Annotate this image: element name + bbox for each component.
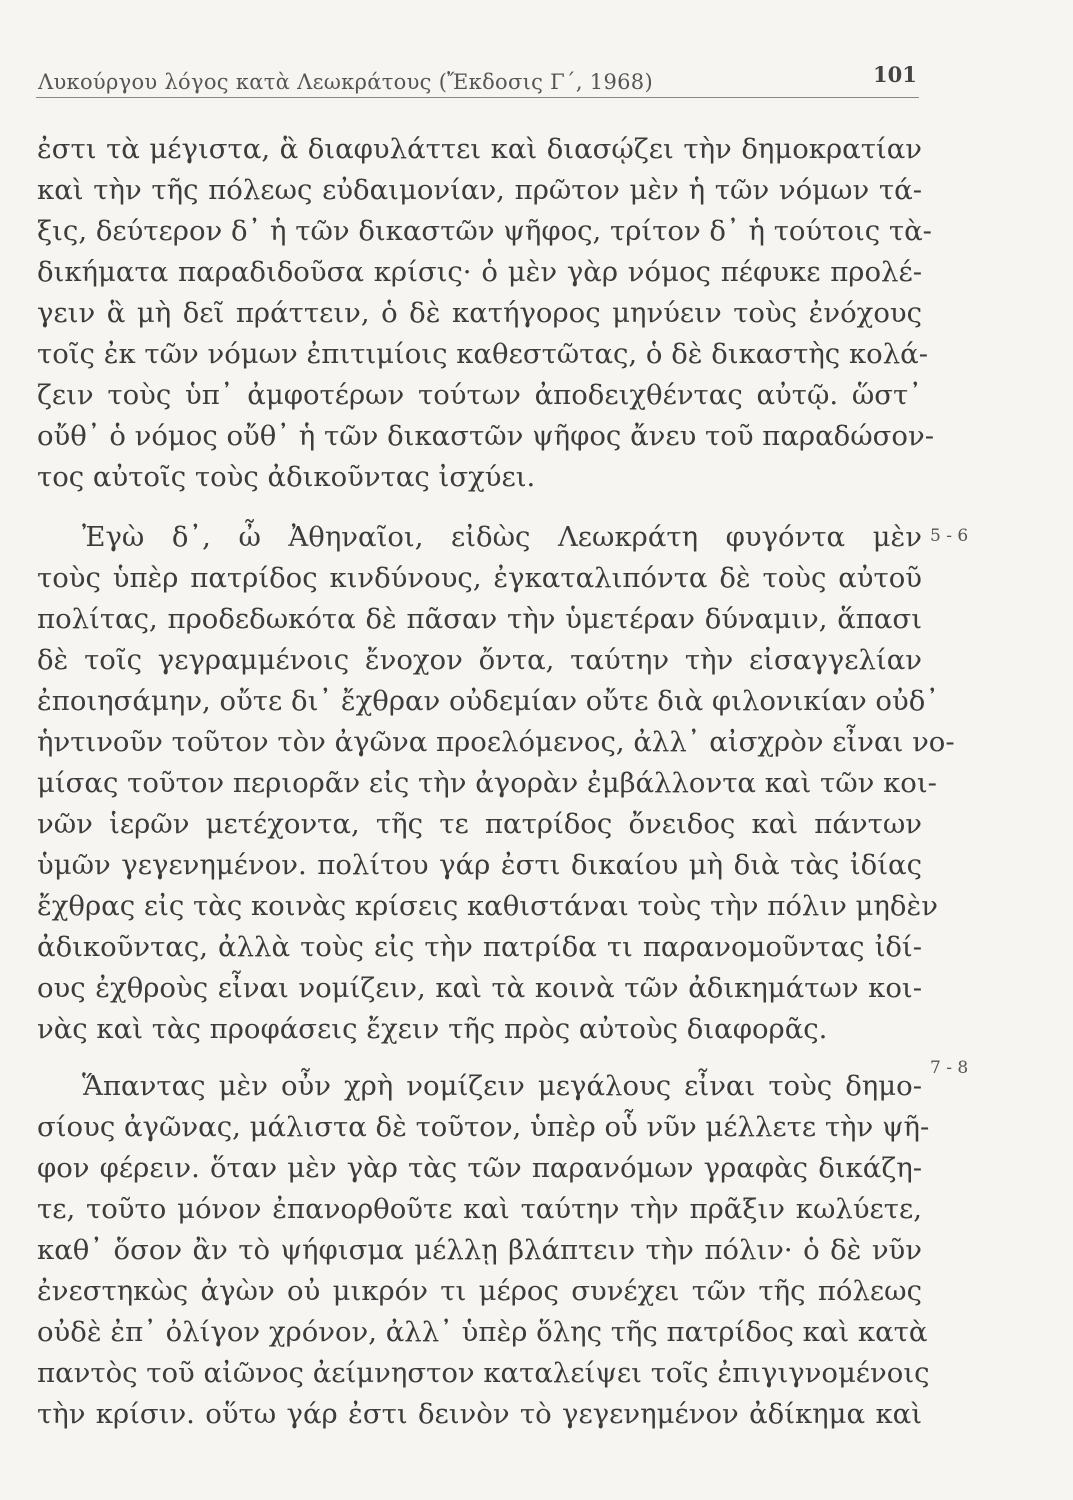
text-line: οὔθ᾽ ὁ νόμος οὔθ᾽ ἡ τῶν δικαστῶν ψῆφος ἄνευ τοῦ παραδώσον- [37, 420, 934, 452]
text-line: μίσας τοῦτον περιορᾶν εἰς τὴν ἀγορὰν ἐμβάλλοντα καὶ τῶν κοι- [37, 767, 937, 799]
text-line: τε, τοῦτο μόνον ἐπανορθοῦτε καὶ ταύτην τὴν πρᾶξιν κωλύετε, [37, 1193, 922, 1225]
text-line: ζειν τοὺς ὑπ᾽ ἀμφοτέρων τούτων ἀποδειχθέντας αὐτῷ. ὥστ᾽ [37, 379, 922, 411]
text-line: τοὺς ὑπὲρ πατρίδος κινδύνους, ἐγκαταλιπόντα δὲ τοὺς αὐτοῦ [37, 562, 922, 594]
header-rule [36, 97, 919, 98]
text-line: τοῖς ἐκ τῶν νόμων ἐπιτιμίοις καθεστῶτας, ὁ δὲ δικαστὴς κολά- [37, 338, 928, 370]
text-line: καθ᾽ ὅσον ἂν τὸ ψήφισμα μέλλῃ βλάπτειν τὴν πόλιν· ὁ δὲ νῦν [37, 1234, 922, 1266]
text-line: δὲ τοῖς γεγραμμένοις ἔνοχον ὄντα, ταύτην τὴν εἰσαγγελίαν [37, 644, 922, 676]
margin-section-number: 7 - 8 [930, 1058, 969, 1078]
text-line: οὐδὲ ἐπ᾽ ὀλίγον χρόνον, ἀλλ᾽ ὑπὲρ ὅλης τῆς πατρίδος καὶ κατὰ [37, 1316, 928, 1348]
text-line: ἐστι τὰ μέγιστα, ἃ διαφυλάττει καὶ διασῴζει τὴν δημοκρατίαν [37, 133, 922, 165]
text-line: παντὸς τοῦ αἰῶνος ἀείμνηστον καταλείψει τοῖς ἐπιγιγνομένοις [37, 1357, 930, 1389]
text-line: δικήματα παραδιδοῦσα κρίσις· ὁ μὲν γὰρ νόμος πέφυκε προλέ- [37, 256, 922, 288]
text-line: τὴν κρίσιν. οὕτω γάρ ἐστι δεινὸν τὸ γεγενημένον ἀδίκημα καὶ [37, 1398, 922, 1430]
paragraph-first-line: Ἐγὼ δ᾽, ὦ Ἀθηναῖοι, εἰδὼς Λεωκράτη φυγόντα μὲν [82, 521, 922, 553]
text-line: γειν ἃ μὴ δεῖ πράττειν, ὁ δὲ κατήγορος μηνύειν τοὺς ἐνόχους [37, 297, 922, 329]
text-line: τος αὐτοῖς τοὺς ἀδικοῦντας ἰσχύει. [37, 461, 536, 493]
paragraph-first-line: Ἅπαντας μὲν οὖν χρὴ νομίζειν μεγάλους εἶναι τοὺς δημο- [82, 1070, 922, 1102]
text-line: ἐποιησάμην, οὔτε δι᾽ ἔχθραν οὐδεμίαν οὔτε διὰ φιλονικίαν οὐδ᾽ [37, 685, 940, 717]
text-line: καὶ τὴν τῆς πόλεως εὐδαιμονίαν, πρῶτον μὲν ἡ τῶν νόμων τά- [37, 174, 922, 206]
text-line: ἐνεστηκὼς ἀγὼν οὐ μικρόν τι μέρος συνέχει τῶν τῆς πόλεως [37, 1275, 922, 1307]
text-line: ξις, δεύτερον δ᾽ ἡ τῶν δικαστῶν ψῆφος, τρίτον δ᾽ ἡ τούτοις τὰ- [37, 215, 932, 247]
text-line: ἡντινοῦν τοῦτον τὸν ἀγῶνα προελόμενος, ἀλλ᾽ αἰσχρὸν εἶναι νο- [37, 726, 955, 758]
text-line: ους ἐχθροὺς εἶναι νομίζειν, καὶ τὰ κοινὰ τῶν ἀδικημάτων κοι- [37, 972, 922, 1004]
running-title: Λυκούργου λόγος κατὰ Λεωκράτους (Ἔκδοσις Γ΄, 1968) [38, 70, 653, 94]
text-line: ἀδικοῦντας, ἀλλὰ τοὺς εἰς τὴν πατρίδα τι παρανομοῦντας ἰδί- [37, 931, 922, 963]
text-line: νὰς καὶ τὰς προφάσεις ἔχειν τῆς πρὸς αὐτοὺς διαφορᾶς. [37, 1013, 828, 1045]
text-line: ἔχθρας εἰς τὰς κοινὰς κρίσεις καθιστάναι τοὺς τὴν πόλιν μηδὲν [37, 890, 938, 922]
margin-section-number: 5 - 6 [930, 526, 969, 546]
page-number: 101 [873, 62, 917, 87]
text-line: πολίτας, προδεδωκότα δὲ πᾶσαν τὴν ὑμετέραν δύναμιν, ἅπασι [37, 603, 922, 635]
text-line: φον φέρειν. ὅταν μὲν γὰρ τὰς τῶν παρανόμων γραφὰς δικάζη- [37, 1152, 922, 1184]
text-line: ὑμῶν γεγενημένον. πολίτου γάρ ἐστι δικαίου μὴ διὰ τὰς ἰδίας [37, 849, 922, 881]
text-line: σίους ἀγῶνας, μάλιστα δὲ τοῦτον, ὑπὲρ οὗ νῦν μέλλετε τὴν ψῆ- [37, 1111, 930, 1143]
text-line: νῶν ἱερῶν μετέχοντα, τῆς τε πατρίδος ὄνειδος καὶ πάντων [37, 808, 922, 840]
